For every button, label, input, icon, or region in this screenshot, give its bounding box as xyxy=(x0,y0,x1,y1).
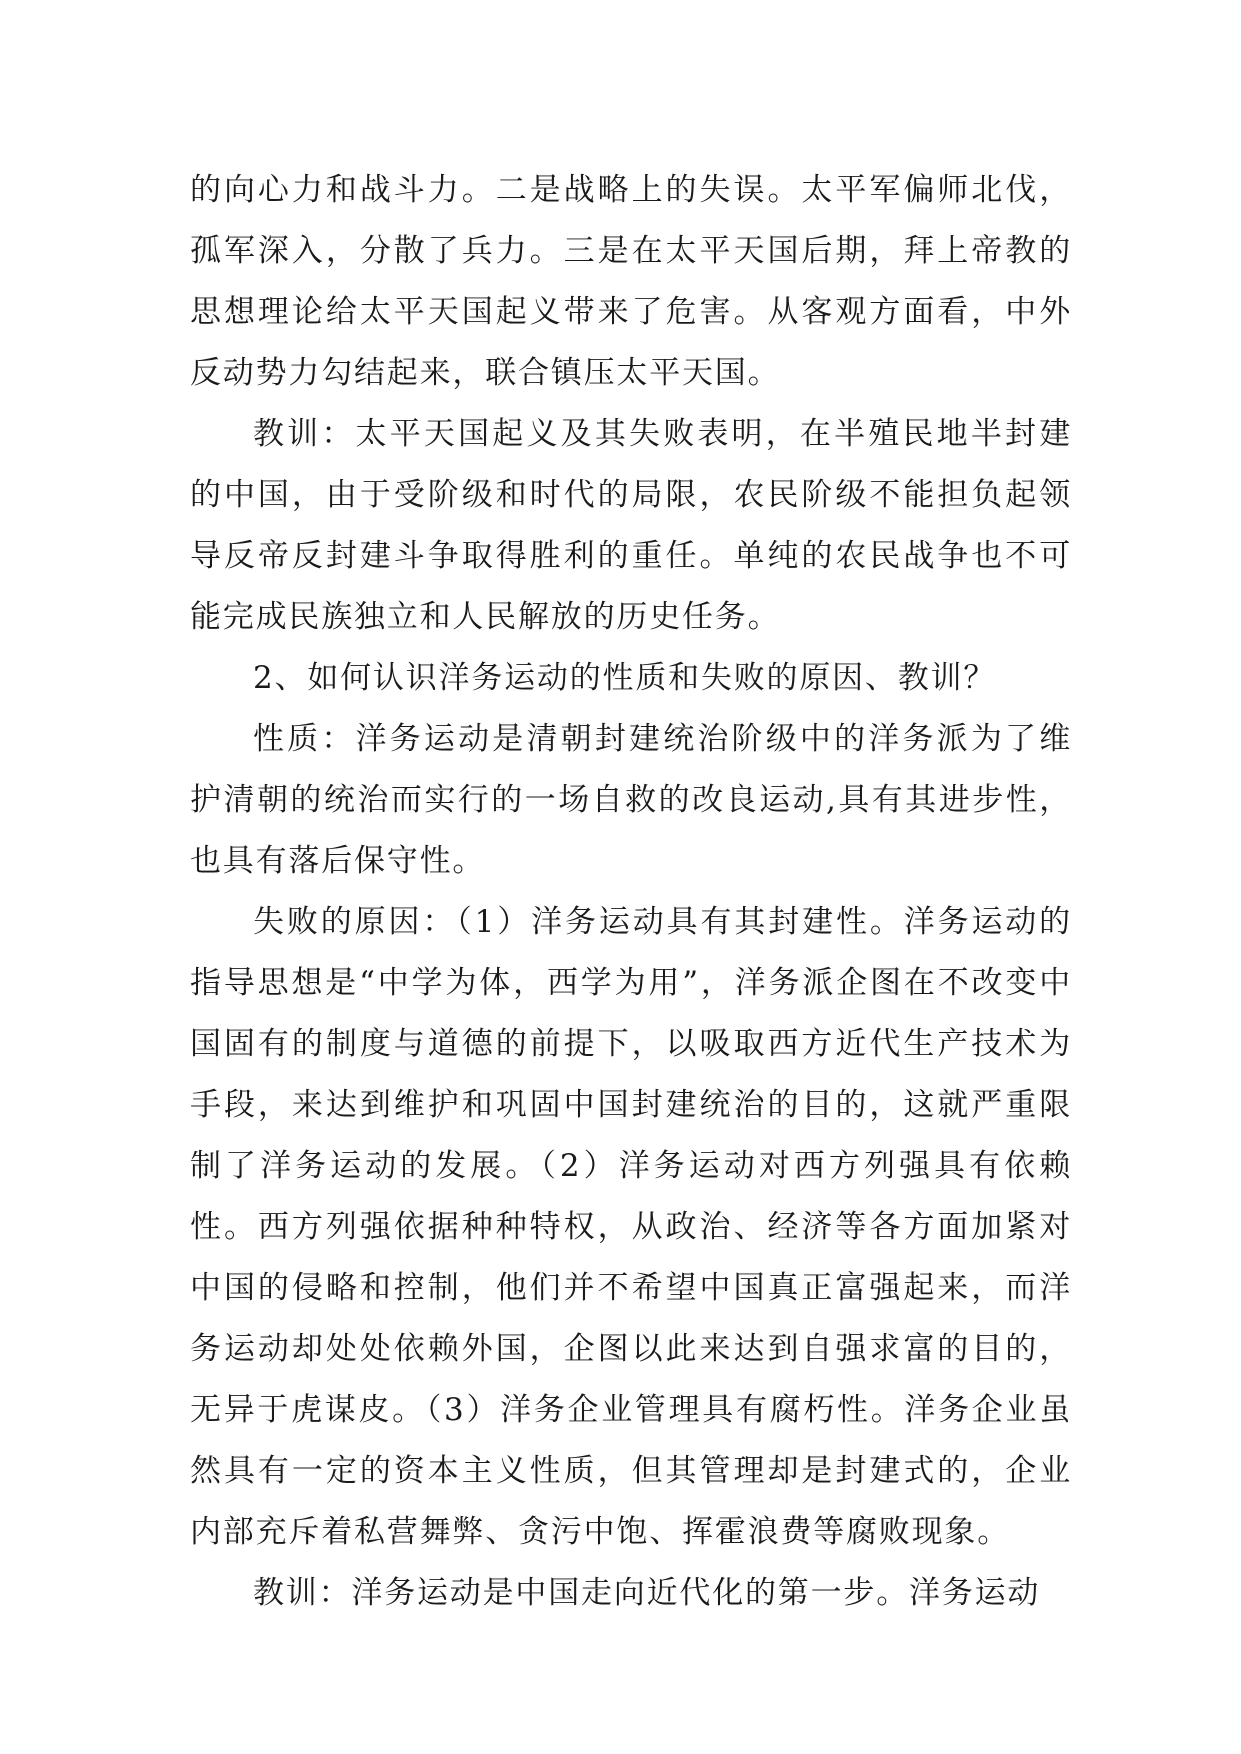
paragraph-lesson: 教训：洋务运动是中国走向近代化的第一步。洋务运动 xyxy=(253,1575,1041,1611)
paragraph-failure-reasons-cont: 的向心力和战斗力。二是战略上的失误。太平军偏师北伐，孤军深入，分散了兵力。三是在太平天国后期，拜上帝教的思想理论给太平天国起义带来了危害。从客观方面看，中外反动势力勾结起来，联合镇压太平天国。 xyxy=(190,172,1072,391)
question-heading: 2、如何认识洋务运动的性质和失败的原因、教训？ xyxy=(253,660,997,696)
body-text xyxy=(190,160,1072,1624)
paragraph-failure-causes: 失败的原因：（1）洋务运动具有其封建性。洋务运动的指导思想是“中学为体，西学为用”，洋务派企图在不改变中国固有的制度与道德的前提下，以吸取西方近代生产技术为手段，来达到维护和巩固中国封建统治的目的，这就严重限制了洋务运动的发展。（2）洋务运动对西方列强具有依赖性。西方列强依据种种特权，从政治、经济等各方面加紧对中国的侵略和控制，他们并不希望中国真正富强起来，而洋务运动却处处依赖外国，企图以此来达到自强求富的目的，无异于虎谋皮。（3）洋务企业管理具有腐朽性。洋务企业虽然具有一定的资本主义性质，但其管理却是封建式的，企业内部充斥着私营舞弊、贪污中饱、挥霍浪费等腐败现象。 xyxy=(190,904,1072,1550)
paragraph-taiping-lesson: 教训：太平天国起义及其失败表明，在半殖民地半封建的中国，由于受阶级和时代的局限，农民阶级不能担负起领导反帝反封建斗争取得胜利的重任。单纯的农民战争也不可能完成民族独立和人民解放的历史任务。 xyxy=(190,416,1072,635)
paragraph-nature: 性质：洋务运动是清朝封建统治阶级中的洋务派为了维护清朝的统治而实行的一场自救的改良运动,具有其进步性，也具有落后保守性。 xyxy=(190,721,1072,879)
